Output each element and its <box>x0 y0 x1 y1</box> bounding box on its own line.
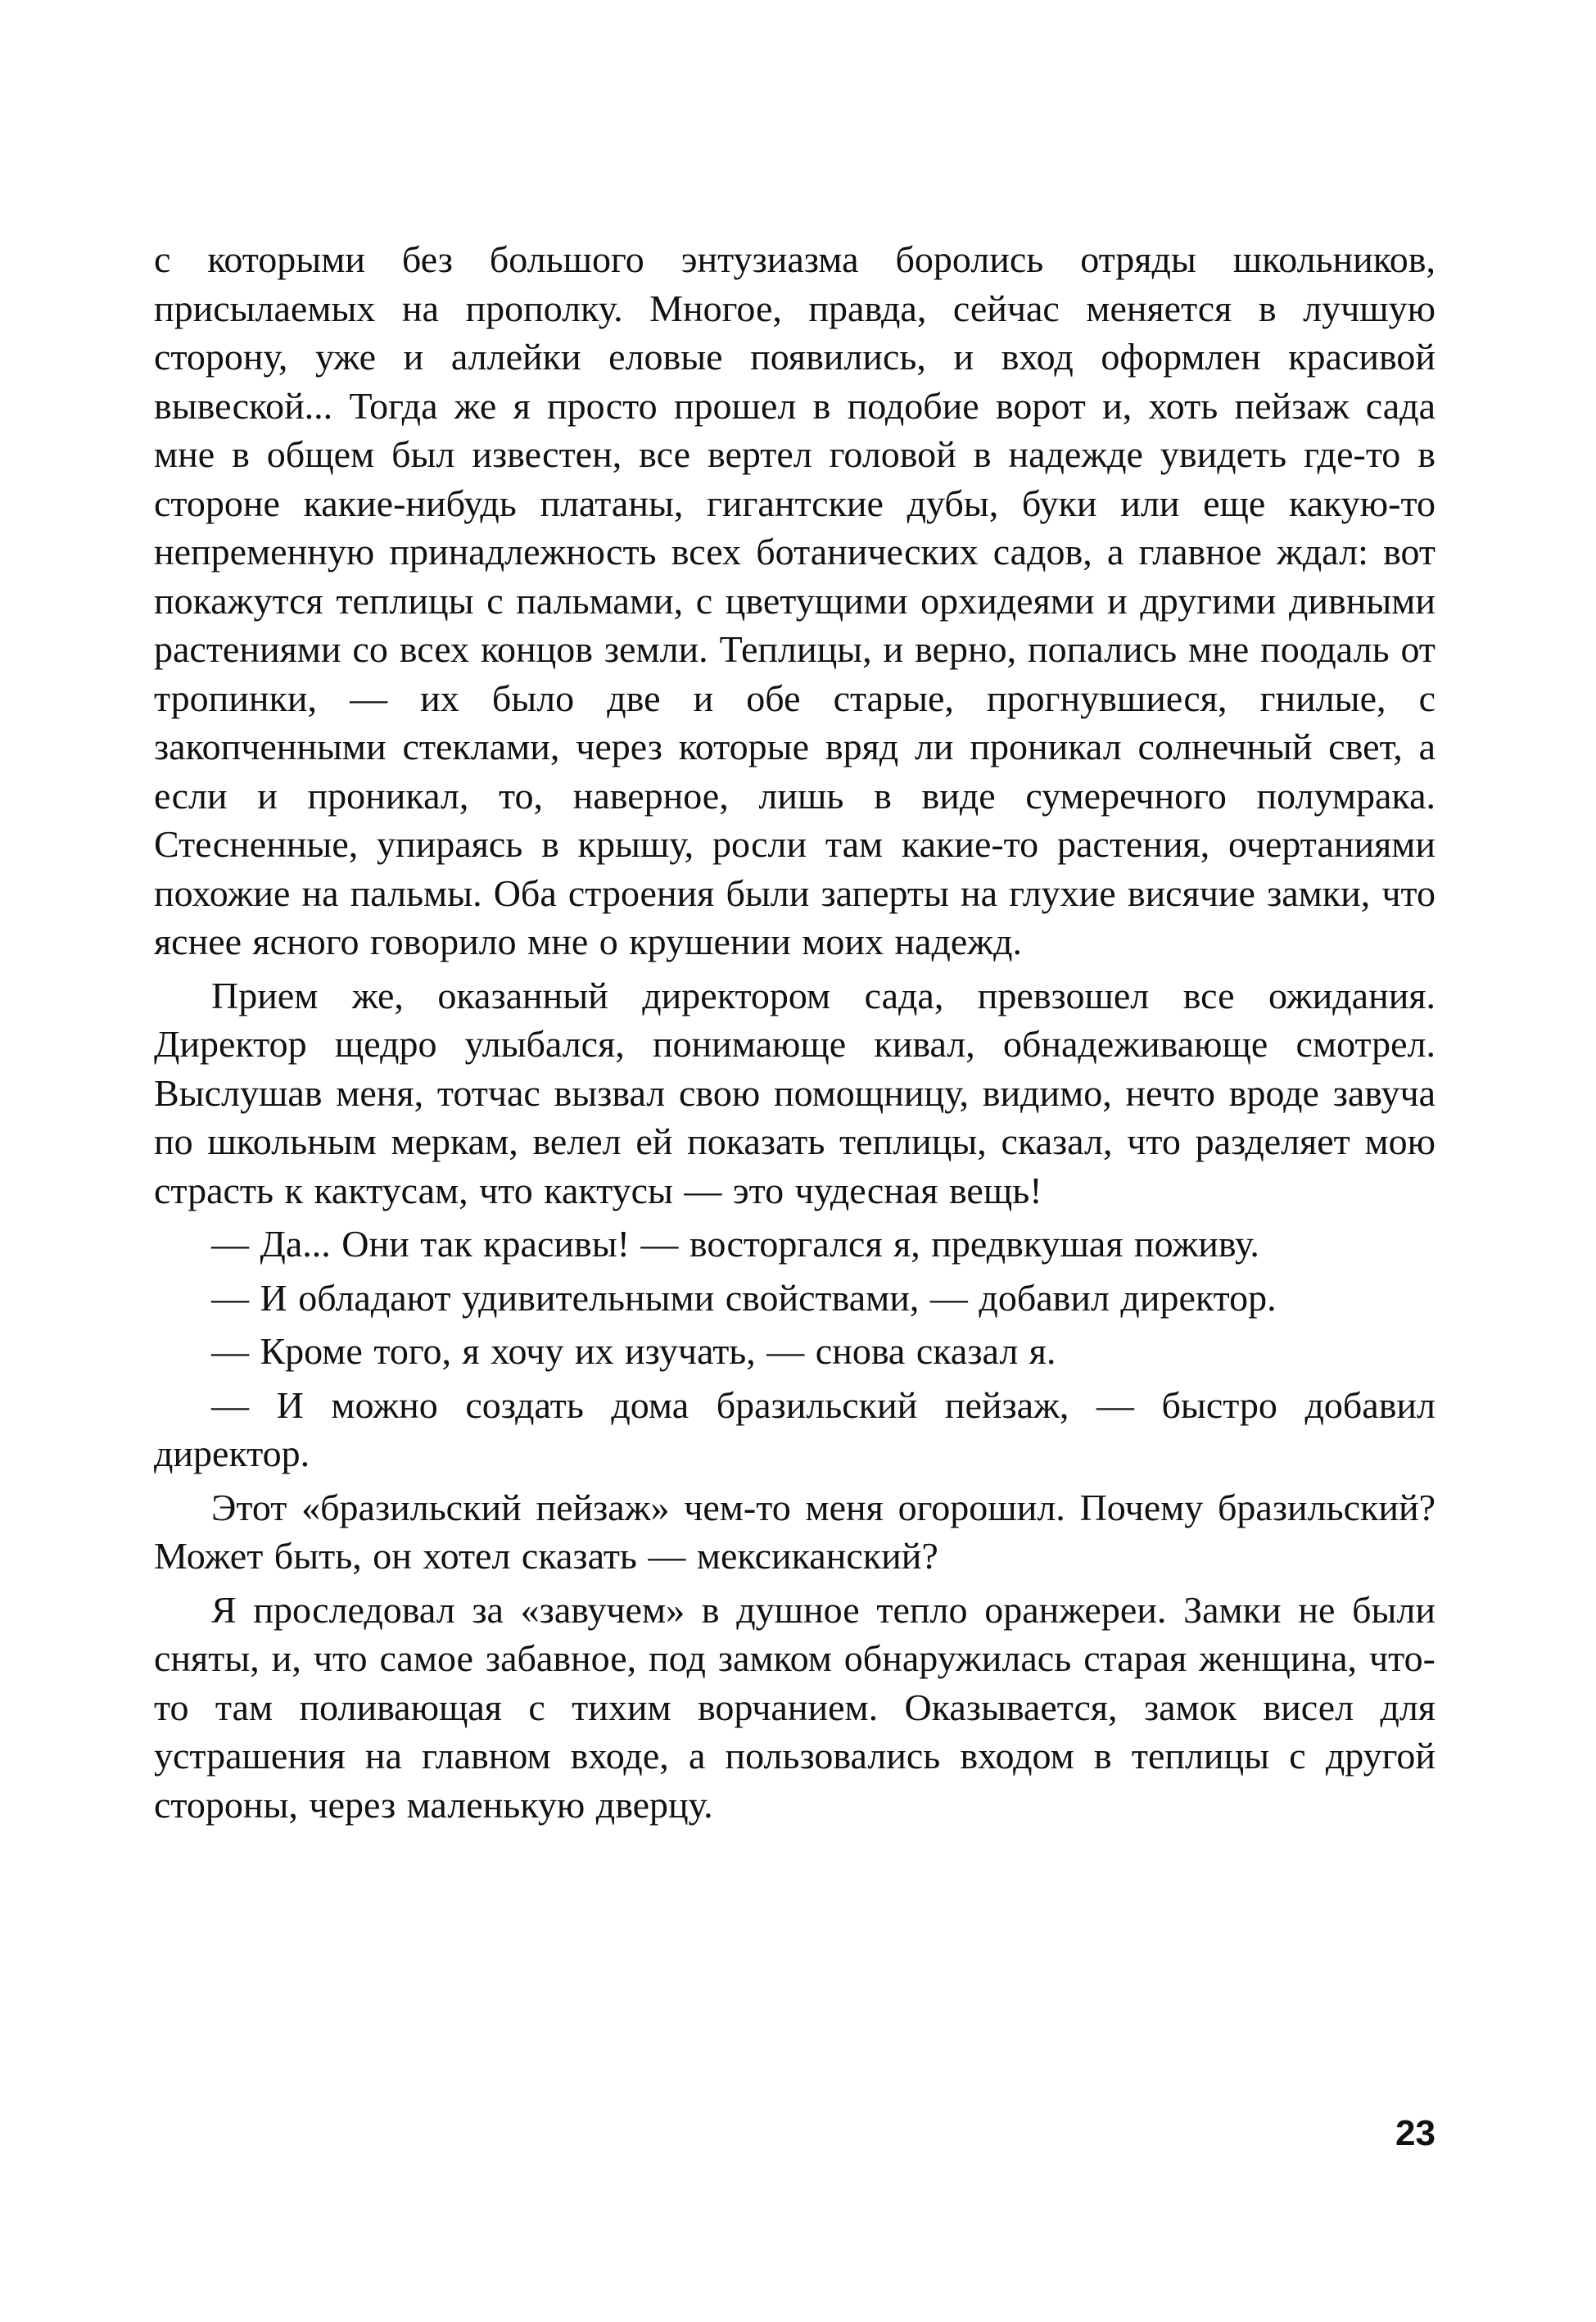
page-number: 23 <box>1395 2113 1435 2153</box>
dialogue-line: — Да... Они так красивы! — восторгался я, предвкушая поживу. <box>211 1223 1259 1265</box>
dialogue-line: — Кроме того, я хочу их изучать, — снова сказал я. <box>211 1330 1056 1372</box>
paragraph-continuation: с которыми без большого энтузиазма боролись отряды школьников, присылаемых на прополку. Многое, правда, сейчас меняется в лучшую сторону, уже и аллейки еловые появились, и вход оформлен красивой вывеской... Тогда же я просто прошел в подобие ворот и, хоть пейзаж сада мне в общем был известен, все вертел головой в надежде увидеть где-то в стороне какие-нибудь платаны, гигантские дубы, буки или еще какую-то непременную принадлежность всех ботанических садов, а главное ждал: вот покажутся теплицы с пальмами, с цветущими орхидеями и другими дивными растениями со всех концов земли. Теплицы, и верно, попались мне поодаль от тропинки, — их было две и обе старые, прогнувшиеся, гнилые, с закопченными стеклами, через которые вряд ли проникал солнечный свет, а если и проникал, то, наверное, лишь в виде сумеречного полумрака. Стесненные, упираясь в крышу, росли там какие-то растения, очертаниями похожие на пальмы. Оба строения были заперты на глухие висячие замки, что яснее ясного говорило мне о крушении моих надежд. <box>154 238 1435 962</box>
body-text <box>154 235 1435 1829</box>
paragraph-brazilian-landscape: Этот «бразильский пейзаж» чем-то меня огорошил. Почему бразильский? Может быть, он хотел сказать — мексиканский? <box>154 1486 1435 1577</box>
paragraph-greenhouse-visit: Я проследовал за «завучем» в душное тепло оранжереи. Замки не были сняты, и, что самое забавное, под замком обнаружилась старая женщина, что-то там поливающая с тихим ворчанием. Оказывается, замок висел для устрашения на главном входе, а пользовались входом в теплицы с другой стороны, через маленькую дверцу. <box>154 1588 1435 1826</box>
paragraph-director-reception: Прием же, оказанный директором сада, превзошел все ожидания. Директор щедро улыбался, понимающе кивал, обнадеживающе смотрел. Выслушав меня, тотчас вызвал свою помощницу, видимо, нечто вроде завуча по школьным меркам, велел ей показать теплицы, сказал, что разделяет мою страсть к кактусам, что кактусы — это чудесная вещь! <box>154 974 1435 1211</box>
dialogue-line: — И обладают удивительными свойствами, — добавил директор. <box>211 1276 1277 1319</box>
dialogue-line: — И можно создать дома бразильский пейзаж, — быстро добавил директор. <box>154 1383 1435 1474</box>
